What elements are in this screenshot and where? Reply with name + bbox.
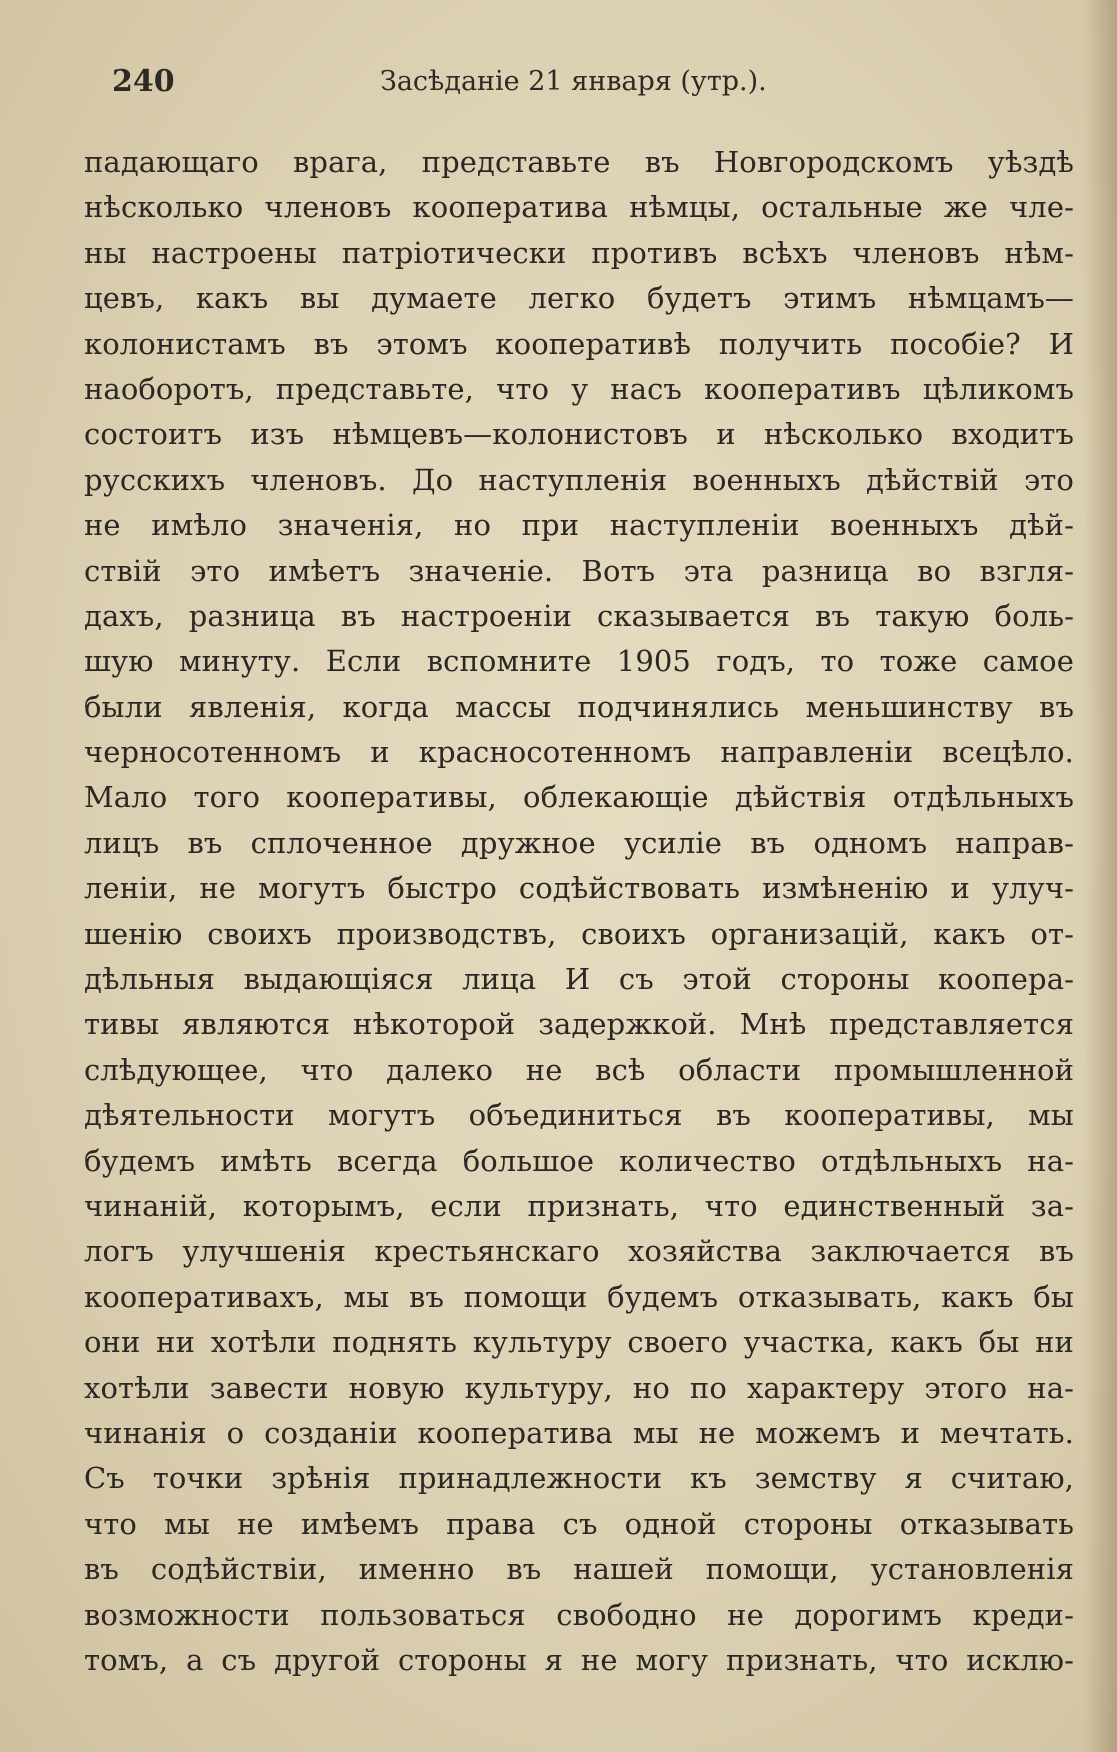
text-line: падающаго врага, представьте въ Новгородскомъ уѣздѣ — [84, 145, 1074, 179]
page-number: 240 — [112, 64, 175, 99]
text-line: колонистамъ въ этомъ кооперативѣ получить пособіе? И — [84, 326, 1074, 361]
text-line: кооперативахъ, мы въ помощи будемъ отказывать, какъ бы — [84, 1279, 1074, 1314]
text-line: были явленія, когда массы подчинялись меньшинству въ — [84, 689, 1074, 724]
text-line: чинанія о созданіи кооператива мы не можемъ и мечтать. — [84, 1415, 1074, 1450]
text-line: Съ точки зрѣнія принадлежности къ земству я считаю, — [84, 1461, 1074, 1496]
text-line: лицъ въ сплоченное дружное усиліе въ одномъ направ- — [84, 825, 1074, 860]
text-line: ствій это имѣетъ значеніе. Вотъ эта разница во взгля- — [84, 553, 1074, 588]
text-line: дѣятельности могутъ объединиться въ кооперативы, мы — [84, 1098, 1074, 1133]
text-line: дѣльныя выдающіяся лица И съ этой стороны коопера- — [84, 962, 1074, 997]
text-line: шую минуту. Если вспомните 1905 годъ, то тоже самое — [84, 644, 1074, 679]
text-line: хотѣли завести новую культуру, но по характеру этого на- — [84, 1370, 1074, 1405]
page-edge-shadow — [1083, 0, 1117, 1752]
text-line: что мы не имѣемъ права съ одной стороны отказывать — [84, 1506, 1074, 1541]
text-line: они ни хотѣли поднять культуру своего участка, какъ бы ни — [84, 1325, 1074, 1360]
text-line: будемъ имѣть всегда большое количество отдѣльныхъ на- — [84, 1143, 1074, 1178]
page-header — [112, 64, 812, 108]
text-line: ны настроены патріотически противъ всѣхъ членовъ нѣм- — [84, 235, 1074, 270]
text-line: русскихъ членовъ. До наступленія военныхъ дѣйствій это — [84, 462, 1074, 497]
text-line: цевъ, какъ вы думаете легко будетъ этимъ нѣмцамъ— — [84, 281, 1074, 316]
text-line: чинаній, которымъ, если признать, что единственный за- — [84, 1188, 1074, 1223]
text-line: возможности пользоваться свободно не дорогимъ креди- — [84, 1597, 1074, 1632]
body-text — [84, 140, 1074, 1683]
text-line: тивы являются нѣкоторой задержкой. Мнѣ представляется — [84, 1007, 1074, 1042]
text-line: въ содѣйствіи, именно въ нашей помощи, установленія — [84, 1552, 1074, 1587]
text-line: дахъ, разница въ настроеніи сказывается въ такую боль- — [84, 598, 1074, 633]
text-line: не имѣло значенія, но при наступленіи военныхъ дѣй- — [84, 508, 1074, 543]
text-line: состоитъ изъ нѣмцевъ—колонистовъ и нѣсколько входитъ — [84, 417, 1074, 452]
text-line: нѣсколько членовъ кооператива нѣмцы, остальные же чле- — [84, 190, 1074, 225]
text-line: Мало того кооперативы, облекающіе дѣйствія отдѣльныхъ — [84, 780, 1074, 815]
text-line: шенію своихъ производствъ, своихъ организацій, какъ от- — [84, 916, 1074, 951]
running-title: Засѣданіе 21 января (утр.). — [380, 66, 767, 97]
text-line: слѣдующее, что далеко не всѣ области промышленной — [84, 1052, 1074, 1087]
text-line: наоборотъ, представьте, что у насъ кооперативъ цѣликомъ — [84, 371, 1074, 406]
text-line: черносотенномъ и красносотенномъ направленіи всецѣло. — [84, 735, 1074, 770]
text-line: логъ улучшенія крестьянскаго хозяйства заключается въ — [84, 1234, 1074, 1269]
text-line: томъ, а съ другой стороны я не могу признать, что исклю- — [84, 1642, 1074, 1677]
text-line: леніи, не могутъ быстро содѣйствовать измѣненію и улуч- — [84, 871, 1074, 906]
